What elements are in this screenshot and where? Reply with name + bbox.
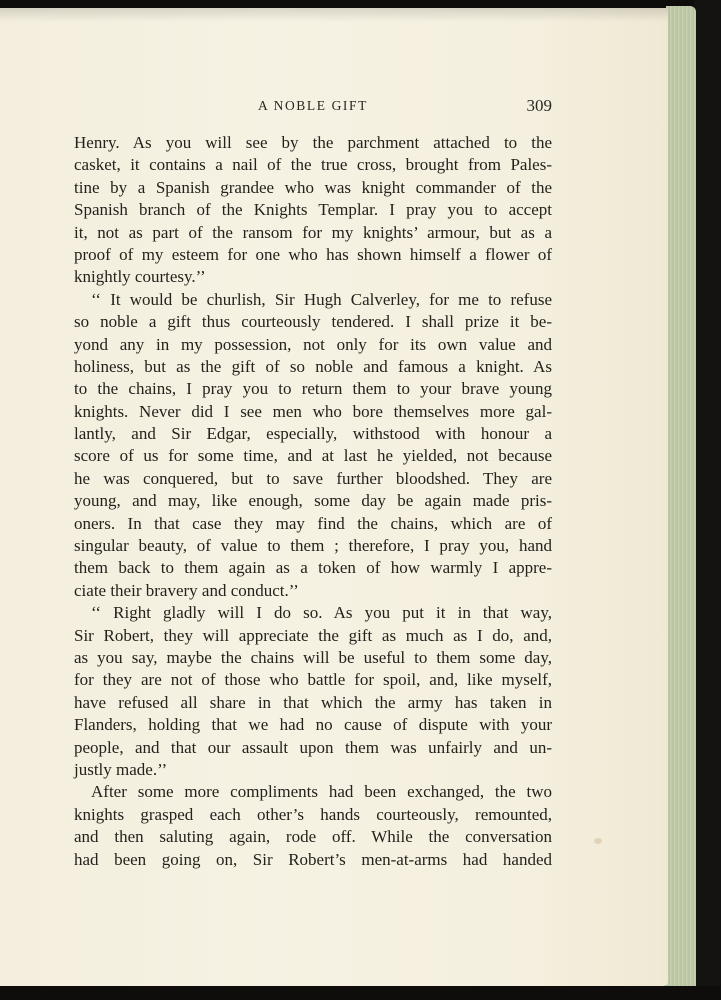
- text-line: knights. Never did I see men who bore themselves more gal-: [74, 401, 552, 421]
- text-line: knights grasped each other’s hands courteously, remounted,: [74, 804, 552, 824]
- text-line: singular beauty, of value to them ; therefore, I pray you, hand: [74, 536, 552, 556]
- text-line: score of us for some time, and at last he yielded, not because: [74, 446, 552, 466]
- text-line: he was conquered, but to save further bloodshed. They are: [74, 468, 552, 488]
- text-line: justly made.’’: [74, 759, 168, 779]
- bottom-edge: [0, 986, 721, 1000]
- text-line: Sir Robert, they will appreciate the gift as much as I do, and,: [74, 625, 552, 645]
- running-title: A NOBLE GIFT: [258, 98, 368, 113]
- body-text: [74, 132, 552, 871]
- page-header: [74, 96, 552, 116]
- text-line: ‘‘ It would be churlish, Sir Hugh Calverley, for me to refuse: [91, 289, 552, 309]
- text-line: and then saluting again, rode off. While the conversation: [74, 827, 552, 847]
- text-line: it, not as part of the ransom for my knights’ armour, but as a: [74, 222, 552, 242]
- text-line: Spanish branch of the Knights Templar. I pray you to accept: [74, 200, 552, 220]
- text-line: Henry. As you will see by the parchment attached to the: [74, 133, 552, 152]
- text-line: Flanders, holding that we had no cause of dispute with your: [74, 715, 552, 735]
- text-line: proof of my esteem for one who has shown himself a flower of: [74, 244, 552, 264]
- book-cover: [694, 0, 721, 1000]
- text-line: tine by a Spanish grandee who was knight commander of the: [74, 177, 552, 197]
- text-line: knightly courtesy.’’: [74, 267, 206, 287]
- text-line: them back to them again as a token of how warmly I appre-: [74, 558, 552, 578]
- text-line: young, and may, like enough, some day be again made pris-: [74, 491, 552, 511]
- text-line: ciate their bravery and conduct.’’: [74, 580, 299, 600]
- text-line: holiness, but as the gift of so noble and famous a knight. As: [74, 356, 552, 376]
- text-line: yond any in my possession, not only for its own value and: [74, 334, 552, 354]
- page-top-shadow: [0, 8, 668, 22]
- text-line: ‘‘ Right gladly will I do so. As you put it in that way,: [91, 603, 552, 623]
- text-line: After some more compliments had been exchanged, the two: [91, 782, 552, 802]
- text-line: had been going on, Sir Robert’s men-at-arms had handed: [74, 849, 552, 869]
- page-smudge: [594, 838, 602, 844]
- text-line: so noble a gift thus courteously tendered. I shall prize it be-: [74, 312, 552, 332]
- text-line: casket, it contains a nail of the true cross, brought from Pales-: [74, 155, 552, 175]
- text-line: people, and that our assault upon them was unfairly and un-: [74, 737, 552, 757]
- text-line: as you say, maybe the chains will be useful to them some day,: [74, 647, 552, 667]
- text-line: lantly, and Sir Edgar, especially, withstood with honour a: [74, 424, 552, 444]
- page-edges: [666, 6, 696, 992]
- text-line: to the chains, I pray you to return them to your brave young: [74, 379, 552, 399]
- page-number: 309: [526, 96, 552, 115]
- text-line: for they are not of those who battle for spoil, and, like myself,: [74, 670, 552, 690]
- text-line: oners. In that case they may find the chains, which are of: [74, 513, 552, 533]
- text-line: have refused all share in that which the army has taken in: [74, 692, 552, 712]
